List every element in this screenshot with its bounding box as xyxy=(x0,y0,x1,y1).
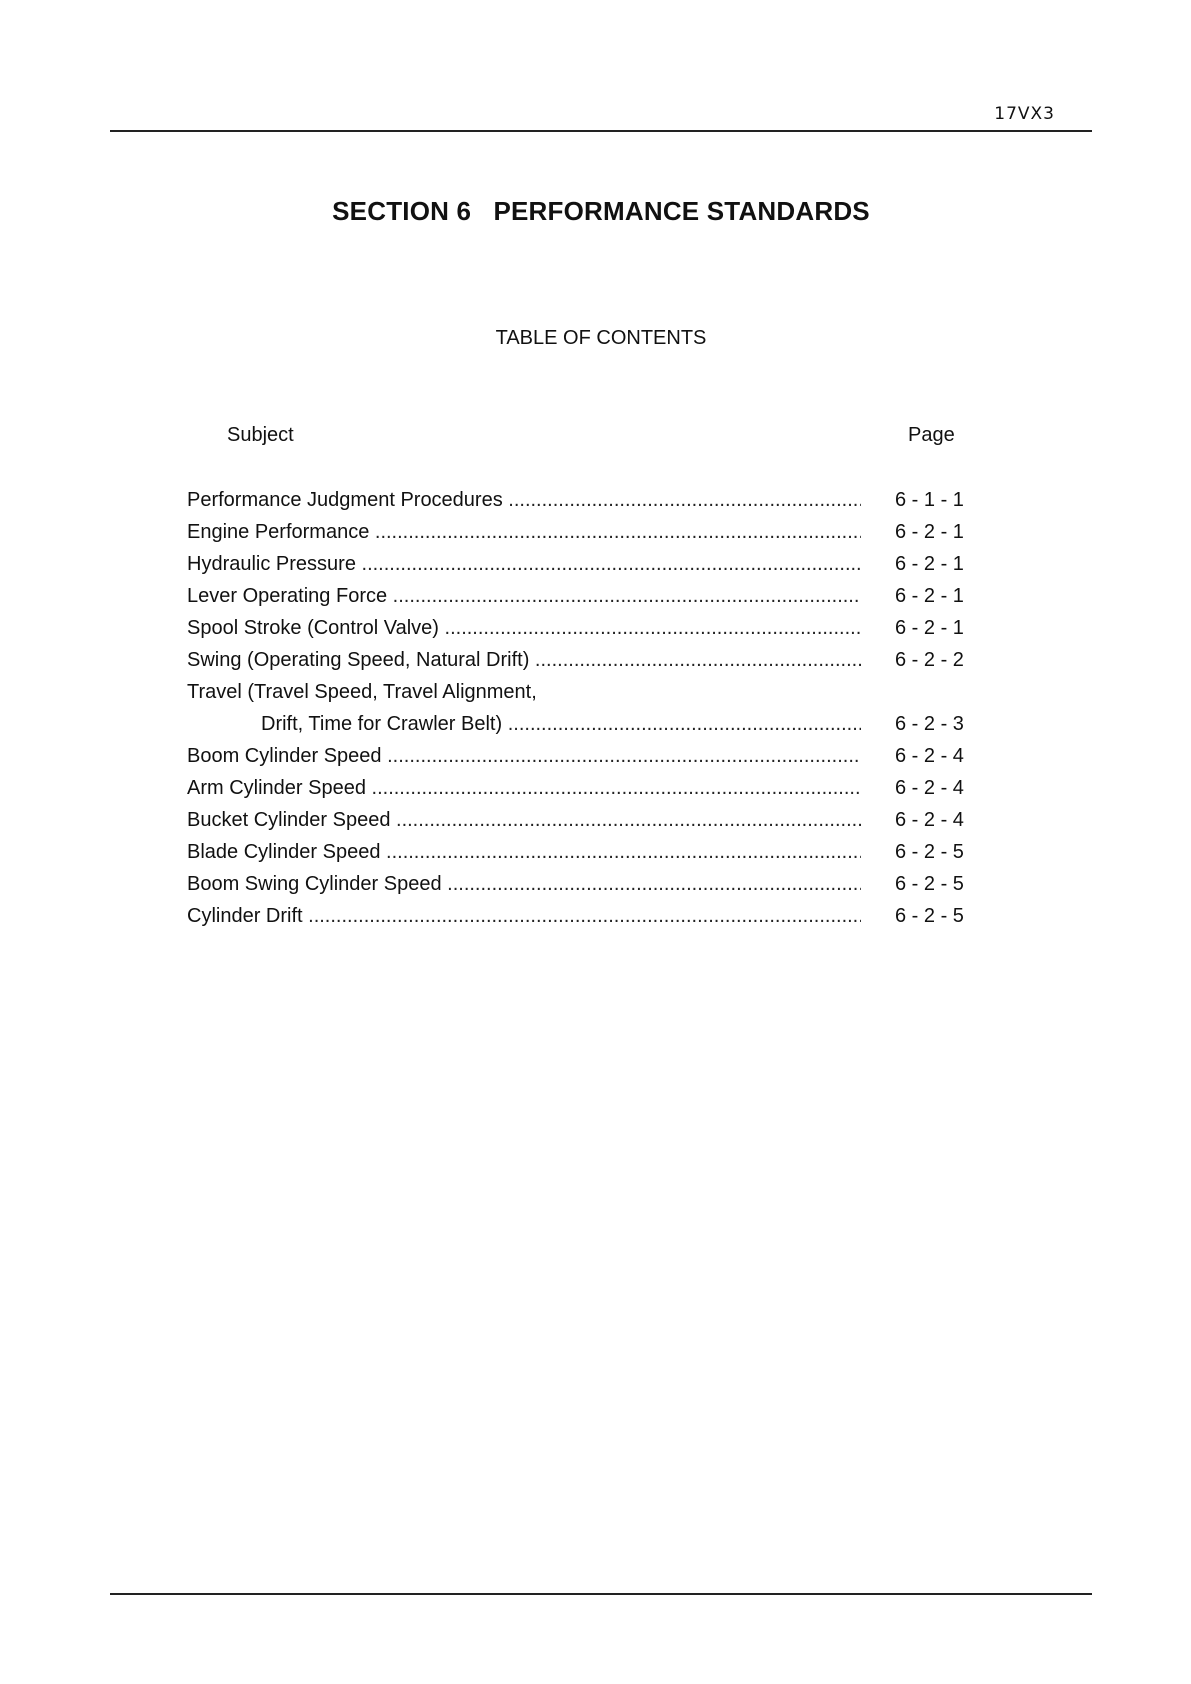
toc-entry-title: Bucket Cylinder Speed xyxy=(187,809,391,831)
toc-entry-page: 6 - 1 - 1 xyxy=(895,489,964,511)
footer-rule xyxy=(110,1593,1092,1595)
toc-entry-page: 6 - 2 - 1 xyxy=(895,617,964,639)
toc-entry-title: Boom Cylinder Speed xyxy=(187,745,382,767)
toc-entry-page: 6 - 2 - 1 xyxy=(895,553,964,575)
toc-entry[interactable] xyxy=(187,772,967,804)
toc-entry-continued[interactable] xyxy=(187,676,967,708)
toc-entry[interactable] xyxy=(187,804,967,836)
dot-leader xyxy=(439,617,861,639)
toc-entry-title: Cylinder Drift xyxy=(187,905,303,927)
document-code: 17VX3 xyxy=(994,104,1055,124)
dot-leader xyxy=(442,873,861,895)
toc-entry-page: 6 - 2 - 4 xyxy=(895,809,964,831)
dot-leader xyxy=(369,521,861,543)
toc-entry-page: 6 - 2 - 5 xyxy=(895,841,964,863)
toc-entry-page: 6 - 2 - 5 xyxy=(895,905,964,927)
toc-entry-title: Performance Judgment Procedures xyxy=(187,489,503,511)
toc-entry-page: 6 - 2 - 1 xyxy=(895,521,964,543)
subject-column-header: Subject xyxy=(227,424,294,446)
toc-entry-title: Boom Swing Cylinder Speed xyxy=(187,873,442,895)
toc-entry-title: Lever Operating Force xyxy=(187,585,388,607)
toc-entry-page: 6 - 2 - 4 xyxy=(895,745,964,767)
toc-entry-title: Spool Stroke (Control Valve) xyxy=(187,617,439,639)
dot-leader xyxy=(387,585,861,607)
page-column-header: Page xyxy=(908,424,955,446)
dot-leader xyxy=(366,777,861,799)
toc-entry-page: 6 - 2 - 5 xyxy=(895,873,964,895)
toc-entry-title: Hydraulic Pressure xyxy=(187,553,356,575)
toc-entry-page: 6 - 2 - 1 xyxy=(895,585,964,607)
dot-leader xyxy=(529,649,861,671)
toc-title: TABLE OF CONTENTS xyxy=(495,327,707,349)
toc-entry-page: 6 - 2 - 4 xyxy=(895,777,964,799)
dot-leader xyxy=(502,713,861,735)
dot-leader xyxy=(390,809,861,831)
toc-entry-page: 6 - 2 - 2 xyxy=(895,649,964,671)
dot-leader xyxy=(380,841,861,863)
toc-entry[interactable] xyxy=(187,868,967,900)
dot-leader xyxy=(303,905,861,927)
toc-entry-title: Arm Cylinder Speed xyxy=(187,777,366,799)
toc-entry-title: Travel (Travel Speed, Travel Alignment, xyxy=(187,681,537,703)
toc-entry[interactable] xyxy=(187,580,967,612)
toc-entry[interactable] xyxy=(187,484,967,516)
toc-entry[interactable] xyxy=(187,900,967,932)
section-title: SECTION 6 PERFORMANCE STANDARDS xyxy=(332,196,870,226)
dot-leader xyxy=(356,553,861,575)
toc-entry-title: Engine Performance xyxy=(187,521,370,543)
header-rule xyxy=(110,130,1092,132)
toc-entry[interactable] xyxy=(187,644,967,676)
toc-entry[interactable] xyxy=(187,740,967,772)
toc-entry[interactable] xyxy=(187,612,967,644)
toc-entry[interactable] xyxy=(187,548,967,580)
toc-entry[interactable] xyxy=(187,836,967,868)
toc-entry-title: Blade Cylinder Speed xyxy=(187,841,381,863)
toc-entry-page: 6 - 2 - 3 xyxy=(895,713,964,735)
toc-entry-title: Swing (Operating Speed, Natural Drift) xyxy=(187,649,530,671)
dot-leader xyxy=(503,489,861,511)
dot-leader xyxy=(382,745,861,767)
toc-entry[interactable] xyxy=(187,516,967,548)
toc-entry-title: Drift, Time for Crawler Belt) xyxy=(261,713,503,735)
toc-list xyxy=(187,484,967,932)
toc-entry[interactable] xyxy=(187,708,967,740)
